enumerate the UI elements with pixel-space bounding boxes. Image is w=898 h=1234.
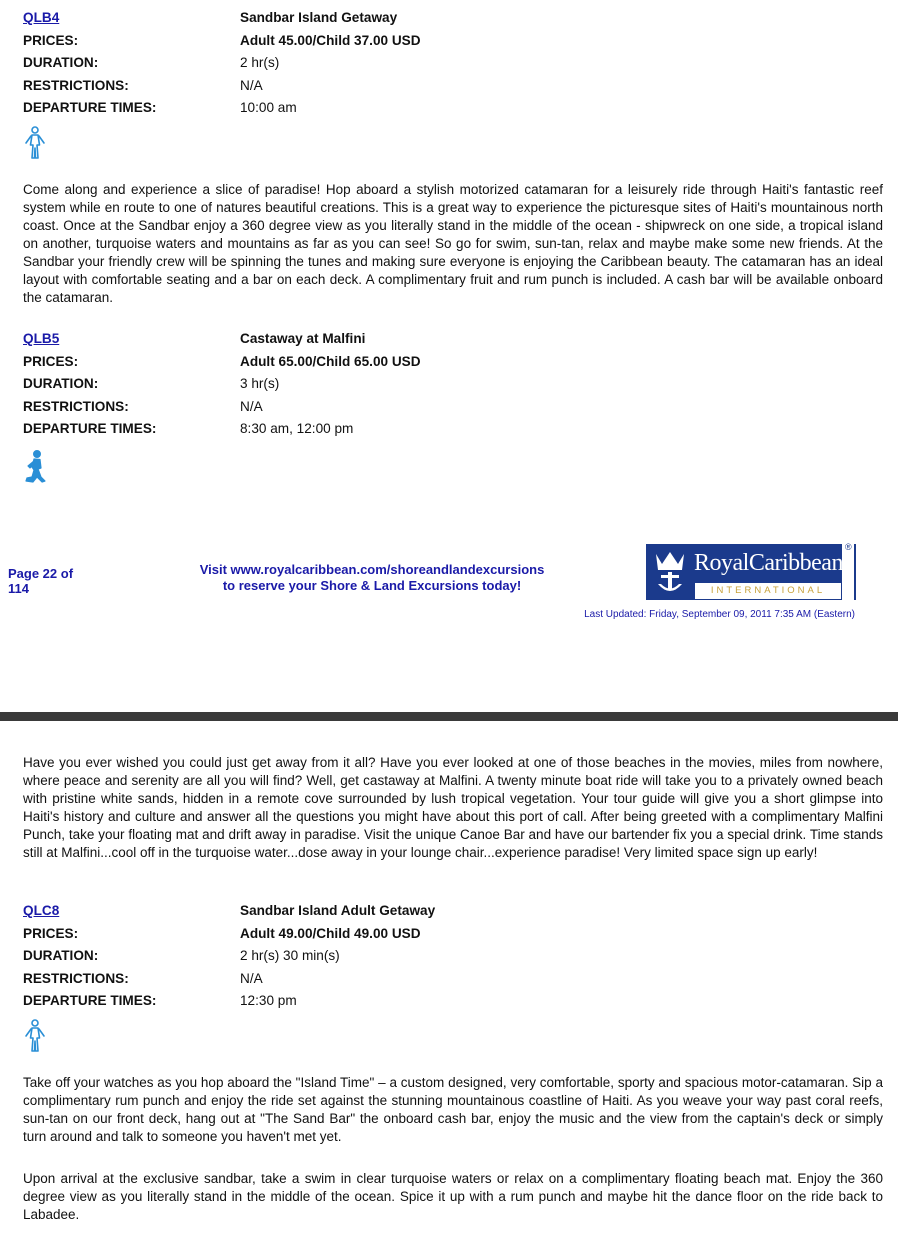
departure-value: 10:00 am xyxy=(240,100,297,116)
prices-value: Adult 49.00/Child 49.00 USD xyxy=(240,925,421,941)
departure-label: DEPARTURE TIMES: xyxy=(23,100,157,116)
excursion-header-row xyxy=(23,902,883,925)
excursion-qlb4 xyxy=(23,9,883,122)
logo-wordmark: RoyalCaribbean xyxy=(694,544,842,582)
duration-value: 2 hr(s) xyxy=(240,55,280,71)
crown-anchor-logo-icon xyxy=(646,544,694,600)
excursion-code-link[interactable]: QLC8 xyxy=(23,903,60,918)
excursion-description-continued: Upon arrival at the exclusive sandbar, take a swim in clear turquoise waters or relax on a complimentary floating beach mat. Enjoy the 360 degree view as you literally stand in the middle of the ocean. Spice it up with a rum punch and maybe hit the dance floor on the ride back to Labadee. xyxy=(23,1171,883,1222)
logo-rule xyxy=(854,544,856,600)
prices-value: Adult 65.00/Child 65.00 USD xyxy=(240,353,421,369)
restrictions-label: RESTRICTIONS: xyxy=(23,398,129,414)
restrictions-value: N/A xyxy=(240,77,263,93)
prices-row xyxy=(23,353,883,376)
excursion-code-link[interactable]: QLB5 xyxy=(23,331,60,346)
registered-mark: ® xyxy=(845,542,852,552)
last-updated: Last Updated: Friday, September 09, 2011 7:35 AM (Eastern) xyxy=(584,609,855,620)
excursion-title: Sandbar Island Getaway xyxy=(240,10,398,25)
prices-row xyxy=(23,32,883,55)
restrictions-label: RESTRICTIONS: xyxy=(23,77,129,93)
duration-value: 3 hr(s) xyxy=(240,376,280,392)
restrictions-row xyxy=(23,398,883,421)
excursion-qlc8 xyxy=(23,902,883,1015)
prices-label: PRICES: xyxy=(23,925,79,941)
prices-label: PRICES: xyxy=(23,353,79,369)
excursion-title: Castaway at Malfini xyxy=(240,331,366,346)
restrictions-value: N/A xyxy=(240,398,263,414)
departure-row xyxy=(23,992,883,1015)
departure-value: 8:30 am, 12:00 pm xyxy=(240,421,354,437)
prices-value: Adult 45.00/Child 37.00 USD xyxy=(240,32,421,48)
departure-label: DEPARTURE TIMES: xyxy=(23,421,157,437)
departure-row xyxy=(23,420,883,443)
excursion-code-link[interactable]: QLB4 xyxy=(23,10,60,25)
duration-value: 2 hr(s) 30 min(s) xyxy=(240,948,340,964)
excursion-description: Take off your watches as you hop aboard the "Island Time" – a custom designed, very comfortable, sporty and spacious motor-catamaran. Sip a complimentary rum punch and enjoy the ride set against the stunning mountainous coastline of Haiti. As you weave your way past coral reefs, sun-tan on our front deck, hang out at "The Sand Bar" the onboard cash bar, enjoy the music and the view from the captain's deck or simply turn around and talk to someone you haven't met yet. xyxy=(23,1075,883,1144)
prices-label: PRICES: xyxy=(23,32,79,48)
walking-person-outline-icon xyxy=(23,126,47,160)
excursion-header-row xyxy=(23,9,883,32)
page-break-divider xyxy=(0,712,898,721)
logo-subtitle: INTERNATIONAL xyxy=(694,582,842,600)
duration-row xyxy=(23,375,883,398)
visit-reserve-text: to reserve your Shore & Land Excursions today! xyxy=(222,578,522,593)
duration-row xyxy=(23,947,883,970)
page-number xyxy=(8,566,118,596)
restrictions-row xyxy=(23,77,883,100)
excursion-title: Sandbar Island Adult Getaway xyxy=(240,903,436,918)
restrictions-row xyxy=(23,970,883,993)
duration-label: DURATION: xyxy=(23,948,99,964)
duration-row xyxy=(23,54,883,77)
excursion-qlb5 xyxy=(23,330,883,443)
page-number-line1: Page 22 of xyxy=(8,566,74,581)
excursion-header-row xyxy=(23,330,883,353)
duration-label: DURATION: xyxy=(23,376,99,392)
departure-row xyxy=(23,99,883,122)
walking-person-outline-icon xyxy=(23,1019,47,1053)
departure-value: 12:30 pm xyxy=(240,993,297,1009)
excursion-description: Have you ever wished you could just get away from it all? Have you ever looked at one of those beaches in the movies, miles from nowhere, where peace and serenity are all you will find? Well, get castaway at Malfini. A twenty minute boat ride will take you to a privately owned beach with pristine white sands, hidden in a remote cove surrounded by lush tropical vegetation. Your tour guide will give you a short glimpse into Haiti's history and culture and answer all the questions you might have about this port of call. After being greeted with a complimentary Malfini Punch, take your floating mat and drift away in paradise. Visit the unique Canoe Bar and have our bartender fix you a special drink. Time stands still at Malfini...cool off in the turquoise water...dose away in your lounge chair...experience paradise! Very limited space sign up early! xyxy=(23,755,883,860)
excursion-description: Come along and experience a slice of paradise! Hop aboard a stylish motorized catamaran for a leisurely ride through Haiti's fantastic reef system while en route to one of natures beautiful creations. This is a great way to experience the picturesque sites of Haiti's mountainous north coast. Once at the Sandbar enjoy a 360 degree view as you literally stand in the middle of the ocean - shipwreck on one side, a tropical island on another, turquoise waters and mountains as far as you can see! So go for swim, sun-tan, relax and maybe make some new friends. At the Sandbar your friendly crew will be spinning the tunes and making sure everyone is enjoying the Caribbean beauty. The catamaran has an ideal layout with comfortable seating and a bar on each deck. A complimentary fruit and rum punch is included. A cash bar will be available onboard the catamaran. xyxy=(23,182,883,305)
restrictions-label: RESTRICTIONS: xyxy=(23,970,129,986)
duration-label: DURATION: xyxy=(23,55,99,71)
royal-caribbean-logo xyxy=(646,544,858,600)
prices-row xyxy=(23,925,883,948)
walking-person-solid-icon xyxy=(23,450,47,484)
visit-website-link[interactable]: Visit www.royalcaribbean.com/shoreandlandexcursions xyxy=(199,562,545,577)
page-number-line2: 114 xyxy=(8,581,29,596)
footer-visit-text xyxy=(150,562,594,594)
restrictions-value: N/A xyxy=(240,970,263,986)
departure-label: DEPARTURE TIMES: xyxy=(23,993,157,1009)
